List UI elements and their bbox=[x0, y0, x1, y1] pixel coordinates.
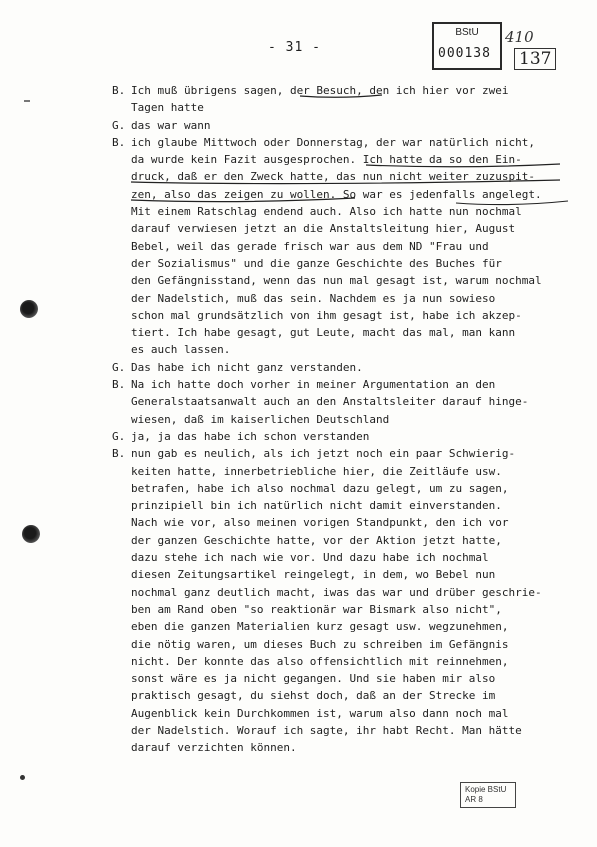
utterance-text: Das habe ich nicht ganz verstanden. bbox=[131, 360, 363, 374]
speaker-label: B. bbox=[112, 378, 126, 392]
speaker-label: B. bbox=[112, 135, 126, 149]
margin-speck bbox=[20, 775, 25, 780]
utterance-text: Ich muß übrigens sagen, der Besuch, den ich hier vor zwei Tagen hatte bbox=[131, 84, 509, 115]
utterance-text: ja, ja das habe ich schon verstanden bbox=[131, 429, 370, 443]
copy-stamp-line2: AR 8 bbox=[465, 795, 483, 804]
punch-hole bbox=[20, 300, 38, 318]
speaker-label: G. bbox=[112, 118, 126, 132]
transcript-entry bbox=[112, 117, 582, 134]
transcript-entry bbox=[112, 445, 582, 756]
copy-stamp-line1: Kopie BStU bbox=[465, 785, 507, 794]
stamp-label: BStU bbox=[455, 27, 479, 38]
utterance-text: Na ich hatte doch vorher in meiner Argumentation an den Generalstaatsanwalt auch an den Anstaltsleiter darauf hinge- wiesen, daß im kaiserlichen Deutschland bbox=[131, 378, 529, 426]
transcript-entry bbox=[112, 134, 582, 359]
transcript-entry bbox=[112, 82, 582, 117]
margin-mark bbox=[24, 100, 30, 102]
utterance-text: nun gab es neulich, als ich jetzt noch ein paar Schwierig- keiten hatte, innerbetriebliche hier, die Zeitläufe usw. betrafen, habe ich also nochmal dazu gelegt, um zu sagen, prinzipiell bin ich natürlich nicht damit einverstanden. Nach wie vor, also meinen vorigen Standpunkt, den ich vor der ganzen Geschichte hatte, vor der Aktion jetzt hatte, dazu stehe ich nach wie vor. Und dazu habe ich nochmal diesen Zeitungsartikel reingelegt, in dem, wo Bebel nun nochmal ganz deutlich macht, iwas das war und drüber geschrie- ben am Rand oben "so reaktionär war Bismark also nicht", eben die ganzen Materialien kurz gesagt usw. wegzunehmen, die nötig waren, um dieses Buch zu schreiben im Gefängnis nicht. Der konnte das also offensichtlich mit reinnehmen, sonst wäre es ja nicht gegangen. Und sie haben mir also praktisch gesagt, du siehst doch, daß an der Strecke im Augenblick kein Durchkommen ist, warum also dann noch mal der Nadelstich. Worauf ich sagte, ihr habt Recht. Man hätte darauf verzichten können. bbox=[131, 447, 542, 755]
utterance-text: ich glaube Mittwoch oder Donnerstag, der war natürlich nicht, da wurde kein Fazit ausgesprochen. Ich hatte da so den Ein- druck, daß er den Zweck hatte, das nun nicht weiter zuzuspit- zen, also das zeigen zu wollen. So war es jedenfalls angelegt. Mit einem Ratschlag endend auch. Also ich hatte nun nochmal darauf verwiesen jetzt an die Anstaltsleitung hier, August Bebel, weil das gerade frisch war aus dem ND "Frau und der Sozialismus" und die ganze Geschichte des Buches für den Gefängnisstand, wenn das nun mal gesagt ist, warum nochmal der Nadelstich, muß das sein. Nachdem es ja nun sowieso schon mal grundsätzlich von ihm gesagt ist, habe ich akzep- tiert. Ich habe gesagt, gut Leute, macht das mal, man kann es auch lassen. bbox=[131, 135, 542, 357]
transcript-entry bbox=[112, 376, 582, 428]
transcript bbox=[112, 82, 582, 757]
handwritten-page-box: 137 bbox=[514, 48, 556, 70]
utterance-text: das war wann bbox=[131, 118, 211, 132]
stamp-number: 000138 bbox=[438, 46, 491, 61]
speaker-label: B. bbox=[112, 84, 126, 97]
speaker-label: B. bbox=[112, 447, 126, 461]
transcript-entry bbox=[112, 359, 582, 376]
archive-stamp bbox=[432, 22, 502, 70]
speaker-label: G. bbox=[112, 360, 126, 374]
punch-hole bbox=[22, 525, 40, 543]
copy-stamp bbox=[460, 782, 516, 808]
speaker-label: G. bbox=[112, 429, 126, 443]
transcript-entry bbox=[112, 428, 582, 445]
page-number: - 31 - bbox=[268, 40, 321, 55]
handwritten-number-top: 410 bbox=[505, 28, 534, 46]
